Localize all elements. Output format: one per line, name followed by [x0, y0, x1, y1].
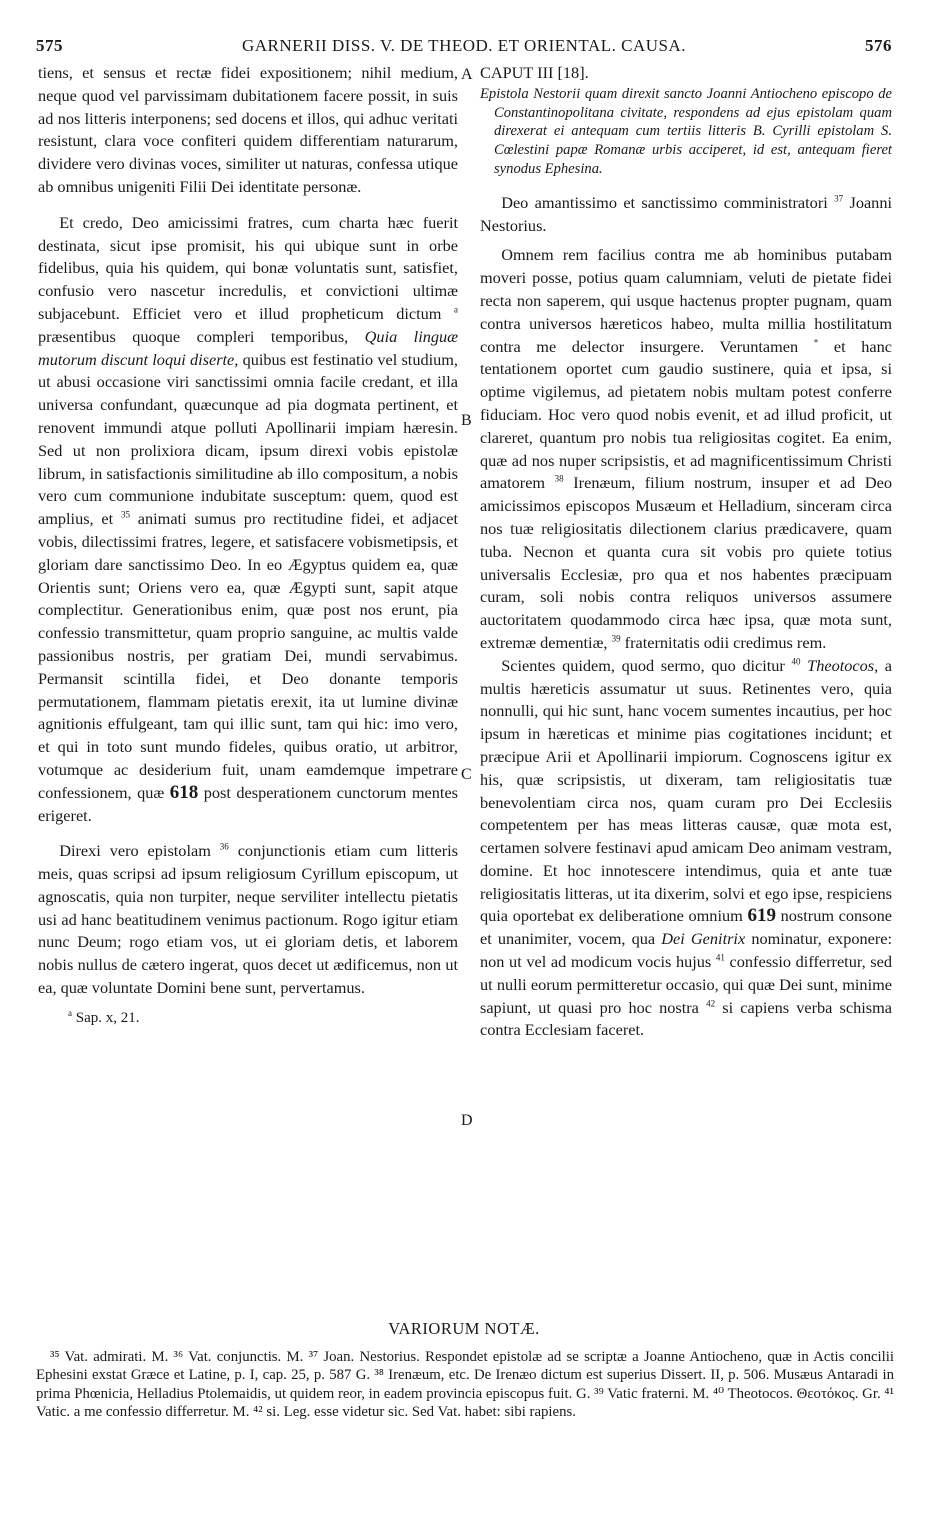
notes-title: VARIORUM NOTÆ.	[388, 1319, 540, 1338]
margin-letter-b: B	[461, 412, 472, 429]
paragraph: Scientes quidem, quod sermo, quo dicitur $^{40}$ Theotocos, a multis hæreticis assumatur ut suus. Retinentes vero, quia nonnulli, qui hic sunt, hanc vocem sumentes incautius, per hoc ipsum in hæreticas et minime pias cogitationes incidunt; et præcipue Arii et Apollinarii impiorum. Cognoscens igitur ex his, quæ scripsistis, ut dixeram, tam religiositatis tuæ benevolentiam circa nos, quam curam pro Dei Ecclesiis competentem per has meas litteras causæ, quæ mota est, certamen solvere festinavi apud amicam Deo animam vestram, domine. Et hoc innotescere intendimus, quia et ante tuæ religiositatis litteras, ut ita dixerim, solvi et ego ipse, respiciens quia oportebat ex deliberatione omnium 619 nostrum consone et unanimiter, vocem, qua Dei Genitrix nominatur, exponere: non ut vel ad modicum vocis hujus $^{41}$ confessio differretur, sed ut nulli eorum permitteretur occasio, qui quæ Dei sunt, minime sapiunt, ut quasi pro hoc nostra $^{42}$ si capiens verba schisma contra Ecclesiam faceret.	[480, 655, 893, 1040]
paragraph: tiens, et sensus et rectæ fidei expositionem; nihil medium, neque quod vel parvissimam dubitationem facere possit, in suis ad nos litteris interponens; sed docens et illos, qui adhuc veritati resistunt, clara voce confiteri quidem differentiam naturarum, dividere vero divinas voces, similiter ut naturas, confessa utique ab omnibus unigeniti Filii Dei identitate personæ.	[38, 63, 458, 196]
chapter-argument: Epistola Nestorii quam direxit sancto Joanni Antiocheno episcopo de Constantinopolitana civitate, respondens ad ejus epistolam quam direxerat ei antequam cum tertiis litteris B. Cyrilli epistolam S. Cœlestini papæ Romanæ urbis acciperet, id est, antequam fieret synodus Ephesina.	[480, 85, 892, 177]
footnote: $^a$ Sap. x, 21.	[68, 1007, 140, 1026]
note-ref: *	[813, 337, 819, 348]
page-marker-619: 619	[747, 905, 776, 927]
paragraph: Direxi vero epistolam $^{36}$ conjunctionis etiam cum litteris meis, quas scripsi ad ipsum religiosum Cyrillum episcopum, ut agnoscatis, quia non turpiter, neque serviliter intellectu pietatis usi ad hanc beatitudinem venimus pactionum. Rogo igitur etiam nunc Deum; rogo etiam vos, ut ei gloriam detis, et laborem nobis nullus de cætero ingerat, quos decet ut ædificemus, non ut ea, quæ voluntate Domini bene sunt, pervertamus.	[38, 841, 458, 998]
note-ref: 41	[715, 952, 725, 963]
footnote-marker: a	[453, 304, 458, 315]
note-ref: 42	[706, 998, 716, 1009]
running-title: GARNERII DISS. V. DE THEOD. ET ORIENTAL. CAUSA.	[241, 36, 686, 55]
note-ref: 40	[791, 656, 801, 667]
note-ref: 35	[120, 509, 130, 520]
paragraph: Omnem rem facilius contra me ab hominibus putabam moveri posse, potius quam calumniam, veluti de pietate fidei recta non saperem, qui usque hactenus propter pugnam, quam contra universos hæreticos habeo, multa millia hostilitatum contra me delector insurgere. Veruntamen * et hanc tentationem oportet cum gaudio sustinere, quia et ipsa, si optime vigilemus, ad pietatem nobis multam potest conferre fiduciam. Hoc vero quod nobis evenit, et ad illud proficit, ut clareret, quantum pro nobis tua religiositas cogitet. Ea enim, quæ ad nos nuper scripsistis, et ad magnificentissimum Christi amatorem $^{38}$ Irenæum, filium nostrum, insuper et ad Deo amicissimos episcopos Musæum et Helladium, sinceram circa nos tuæ religiositatis dilectionem clarius prædicavere, quam tuba. Necnon et quanta cura sit vobis pro quiete totius universalis Ecclesiæ, pro qua et nos habentes præcipuam curam, soli nobis contra reliquos universos assumere auctoritatem quodammodo circa hæc ipsa, quæ mota sunt, extremæ dementiæ, $^{39}$ fraternitatis odii credimus rem.	[480, 245, 892, 652]
notes-text: ³⁵ Vat. admirati. M. ³⁶ Vat. conjunctis. M. ³⁷ Joan. Nestorius. Respondet epistolæ ad se scriptæ a Joanne Antiocheno, quæ in Actis concilii Ephesini exstat Græce et Latine, p. I, cap. 25, p. 587 G. ³⁸ Irenæum, etc. De Irenæo dictum est superius Dissert. II, p. 506. Musæus Antaradi in prima Phœnicia, Helladius Ptolemaidis, ut quidem reor, in eadem provincia episcopus fuit. G. ³⁹ Vatic fraterni. M. ⁴⁰ Theotocos. Θεοτόκος. Gr. ⁴¹ Vatic. a me confessio differretur. M. ⁴² si. Leg. esse videtur sic. Sed Vat. habet: sibi rapiens.	[36, 1349, 894, 1421]
chapter-heading: CAPUT III [18].	[480, 63, 589, 82]
scripture-quote: Quia linguæ mutorum discunt loqui diserte,	[38, 326, 458, 369]
paragraph: Et credo, Deo amicissimi fratres, cum charta hæc fuerit destinata, sicut ipse promisit, his qui ubique sunt in orbe fidelibus, quia his quidem, qui bonæ voluntatis sunt, satisfiet, confusio vero nascetur incredulis, et convictioni ultimæ subjacebunt. Efficiet vero et illud propheticum dictum $^a$ præsentibus quoque compleri temporibus, Quia linguæ mutorum discunt loqui diserte, quibus est festinatio vel studium, ut abusi occasione viri sanctissimi omnia facile credant, et illa universa confundant, quæcunque ad pia dogmata pertinent, et renovent immundi atque polluti Apollinarii impiam hæresin. Sed ut non prolixiora dicam, ipsum direxi vobis epistolæ librum, in satisfactionis similitudine ab illo compositum, a nobis vero cum communione indubitate susceptum: quem, quod est amplius, et $^{35}$ animati sumus pro rectitudine fidei, et adjacet vobis, dilectissimi fratres, legere, et satisfacere vobismetipsis, et gloriam dare sanctissimo Deo. In eo Ægyptus quidem ea, quæ Orientis sunt; Oriens vero ea, quæ Ægypti sunt, sapit atque complectitur. Generationibus enim, quæ post nos erunt, pia confessio transmittetur, quam proprio sanguine, ac multis valde passionibus nostris, per gratiam Dei, mundi servabimus. Permansit scintilla fidei, et Deo donante temporis permutationem, flammam pietatis erexit, ita ut lumine divinæ agnitionis effulgeant, tam qui illic sunt, tam qui hic: imo vero, et qui in toto sunt mundo fideles, quibus oratio, ut arbitror, votumque ac desiderium fuit, unam eamdemque impetrare confessionem, quæ 618 post desperationem cunctorum mentes erigeret.	[38, 212, 459, 825]
note-ref: 38	[554, 473, 564, 484]
running-header	[36, 36, 892, 60]
margin-letter-d: D	[461, 1112, 473, 1129]
margin-letter-c: C	[461, 766, 472, 783]
page-number-left: 575	[36, 36, 63, 55]
note-ref: 39	[611, 633, 621, 644]
page-marker-618: 618	[169, 781, 199, 803]
right-column	[480, 62, 892, 1042]
note-ref: 37	[834, 193, 844, 204]
left-column	[38, 62, 458, 1030]
salutation: Deo amantissimo et sanctissimo comministratori $^{37}$ Joanni Nestorius.	[480, 192, 892, 235]
note-ref: 36	[219, 841, 229, 852]
page-number-right: 576	[865, 36, 892, 55]
variorum-notes	[36, 1348, 894, 1422]
margin-letter-a: A	[461, 66, 473, 83]
